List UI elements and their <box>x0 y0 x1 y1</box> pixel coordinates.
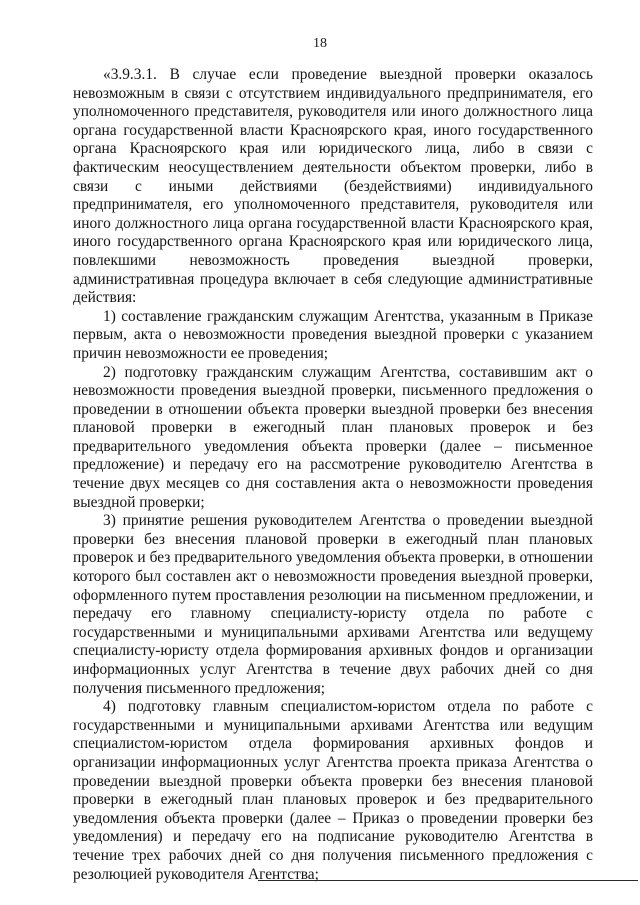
list-item-4: 4) подготовку главным специалистом-юристом отдела по работе с государственными и муниципальными архивами Агентства или ведущим специалистом-юристом отдела формирования архивных фондов и организации информационных услуг Агентства проекта приказа Агентства о проведении выездной проверки объекта проверки без внесения плановой проверки в ежегодный план плановых проверок и без предварительного уведомления объекта проверки (далее – Приказ о проведении проверки без уведомления) и передачу его на подписание руководителю Агентства в течение трех рабочих дней со дня получения письменного предложения с резолюцией руководителя Агентства; <box>73 698 593 883</box>
page-number: 18 <box>313 36 327 51</box>
list-item-2: 2) подготовку гражданским служащим Агентства, составившим акт о невозможности проведения выездной проверки, письменного предложения о проведении в отношении объекта проверки выездной проверки без внесения плановой проверки в ежегодный план плановых проверок и без предварительного уведомления объекта проверки (далее – письменное предложение) и передачу его на рассмотрение руководителю Агентства в течение двух месяцев со дня составления акта о невозможности проведения выездной проверки; <box>73 363 593 511</box>
document-body <box>73 66 593 884</box>
paragraph-3-9-3-1: «3.9.3.1. В случае если проведение выездной проверки оказалось невозможным в связи с отсутствием индивидуального предпринимателя, его уполномоченного представителя, руководителя или иного должностного лица органа государственной власти Красноярского края, иного государственного органа Красноярского края или юридического лица, либо в связи с фактическим неосуществлением деятельности объектом проверки, либо в связи с иными действиями (бездействиями) индивидуального предпринимателя, его уполномоченного представителя, руководителя или иного должностного лица органа государственной власти Красноярского края, иного государственного органа Красноярского края или юридического лица, повлекшими невозможность проведения выездной проверки, административная процедура включает в себя следующие административные действия: <box>73 66 593 307</box>
footer-divider <box>258 880 638 881</box>
list-item-1: 1) составление гражданским служащим Агентства, указанным в Приказе первым, акта о невозможности проведения выездной проверки с указанием причин невозможности ее проведения; <box>73 307 593 362</box>
list-item-3: 3) принятие решения руководителем Агентства о проведении выездной проверки без внесения плановой проверки в ежегодный план плановых проверок и без предварительного уведомления объекта проверки, в отношении которого был составлен акт о невозможности проведения выездной проверки, оформленного путем проставления резолюции на письменном предложении, и передачу его главному специалисту-юристу отдела по работе с государственными и муниципальными архивами Агентства или ведущему специалисту-юристу отдела формирования архивных фондов и организации информационных услуг Агентства в течение двух рабочих дней со дня получения письменного предложения; <box>73 512 593 697</box>
